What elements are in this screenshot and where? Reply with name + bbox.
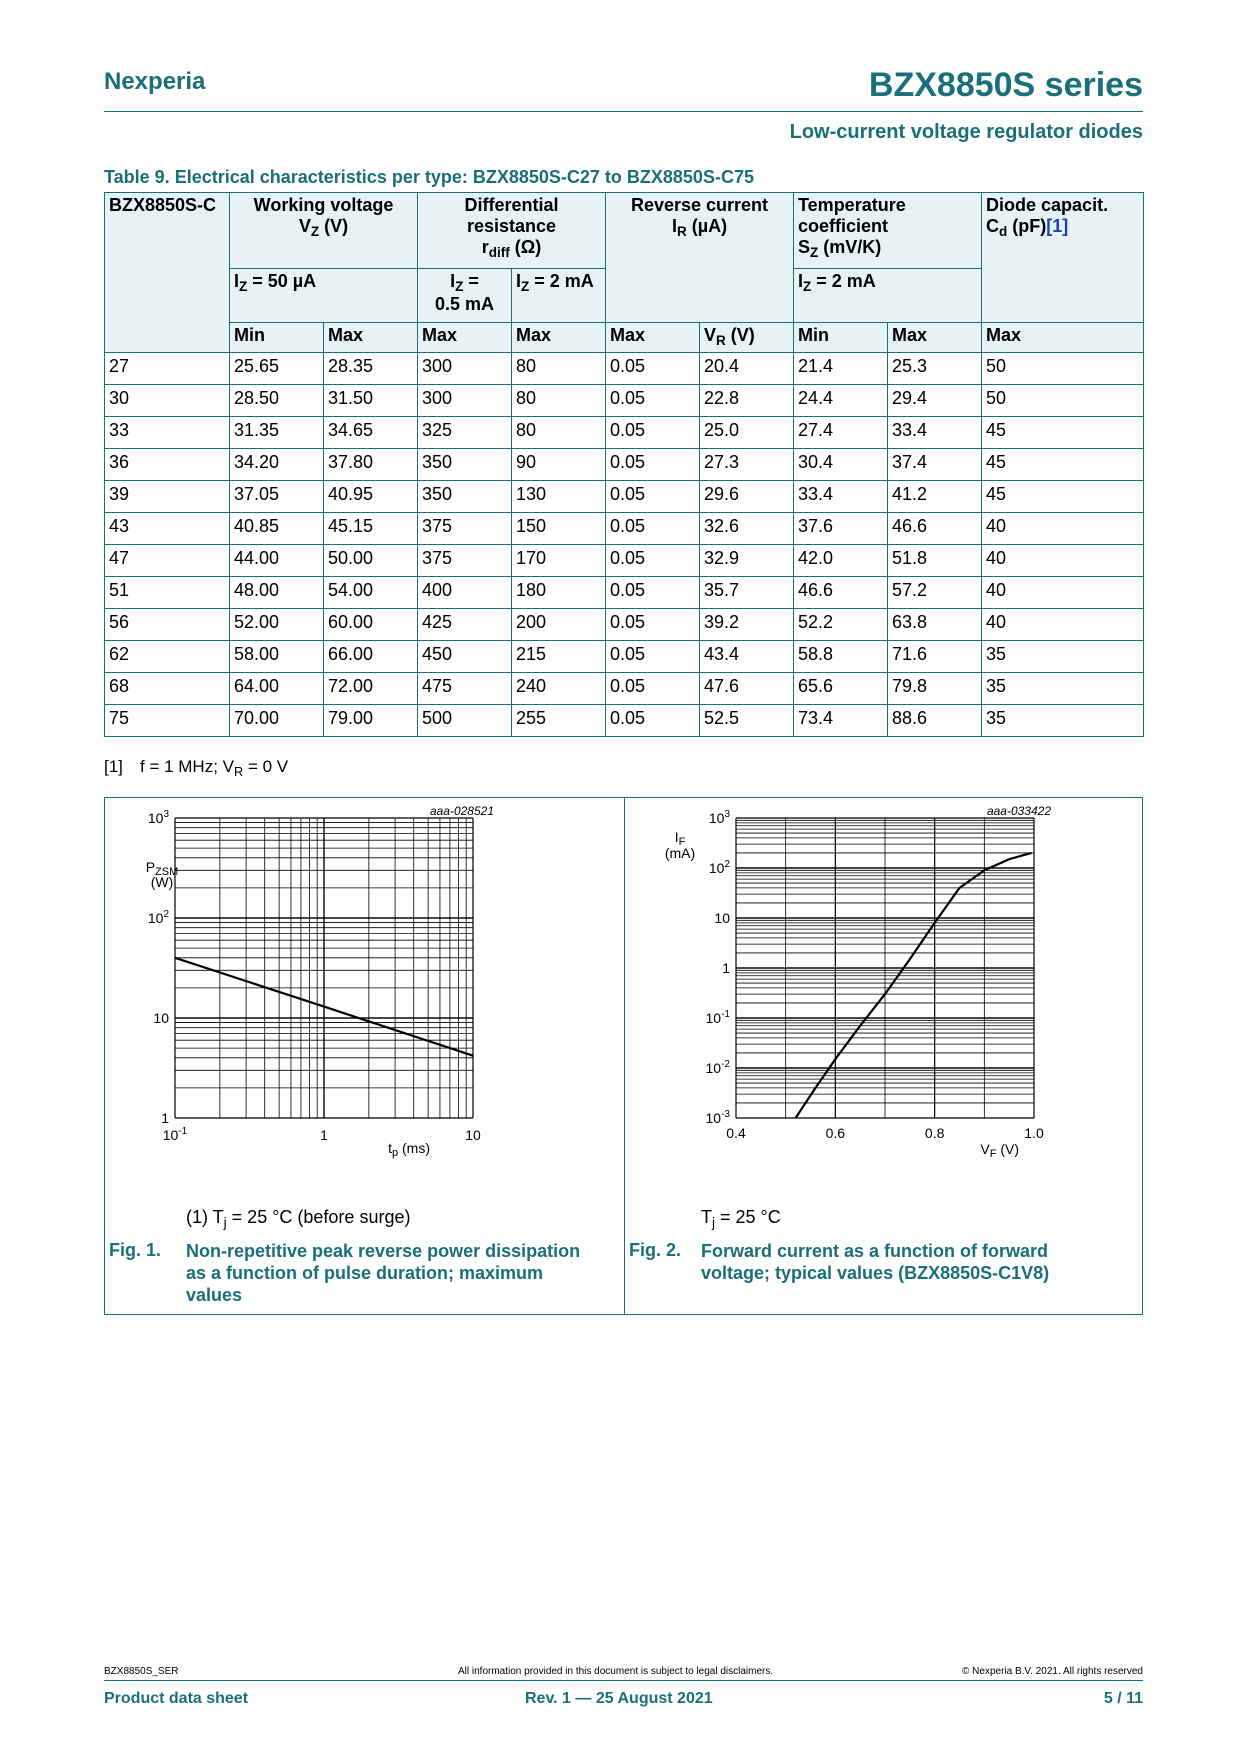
table-cell: 80 xyxy=(512,417,606,449)
fig1-xtick-label-exp: -1 xyxy=(178,1126,188,1137)
table-cell: 375 xyxy=(418,545,512,577)
table-cell: 51.8 xyxy=(888,545,982,577)
fig2-ytick-label xyxy=(706,1109,731,1126)
fig1-grid xyxy=(175,818,473,1118)
table-cell: 42.0 xyxy=(794,545,888,577)
table-cell: 350 xyxy=(418,481,512,513)
table-cell: 29.6 xyxy=(700,481,794,513)
cond-sym: I xyxy=(798,271,804,291)
table-cell: 45 xyxy=(982,417,1144,449)
table-cell: 31.35 xyxy=(230,417,324,449)
fig1-ytick-label xyxy=(148,909,170,926)
fig2-xlabel-sub: F xyxy=(989,1148,997,1160)
fig2-ylabel-sub: F xyxy=(678,836,686,848)
fig1-cond-sub: j xyxy=(223,1215,227,1231)
rc-label: Reverse current xyxy=(630,195,769,215)
fig1-xlabel-sub: p xyxy=(391,1147,399,1159)
rc-sym: I xyxy=(671,216,677,236)
table-cell: 150 xyxy=(512,513,606,545)
table-cell: 0.05 xyxy=(606,385,700,417)
fig2-cond-sub: j xyxy=(712,1215,715,1231)
fig2-number: Fig. 2. xyxy=(629,1240,682,1260)
footnote-key: [1] xyxy=(104,757,123,776)
table-cell: 255 xyxy=(512,705,606,737)
fig1-ytick-label-base: 10 xyxy=(147,810,164,826)
dr-label1: Differential xyxy=(464,195,559,215)
table-cell: 31.50 xyxy=(324,385,418,417)
table-cell: 24.4 xyxy=(794,385,888,417)
header-max: Max xyxy=(418,323,512,353)
footnote-sub: R xyxy=(234,763,244,779)
footnote-text: f = 1 MHz; V xyxy=(140,757,234,776)
table-cell: 20.4 xyxy=(700,353,794,385)
fig1-ylabel-sub: ZSM xyxy=(155,866,179,878)
tc-label2: coefficient xyxy=(798,216,889,236)
fig2-ytick-label-base: 10 xyxy=(705,1110,722,1126)
fig2-ytick-label-base: 10 xyxy=(705,1010,722,1026)
header-temp-coef xyxy=(794,193,982,269)
table-cell: 35 xyxy=(982,705,1144,737)
fig2-grid xyxy=(736,818,1034,1118)
cond-rest: = 2 mA xyxy=(529,271,594,291)
table-cell: 64.00 xyxy=(230,673,324,705)
table-cell: 0.05 xyxy=(606,705,700,737)
fig1-ytick-label-exp: 2 xyxy=(163,909,169,920)
table-cell: 39 xyxy=(105,481,230,513)
table-row xyxy=(105,577,1144,609)
table-cell: 34.65 xyxy=(324,417,418,449)
header-type xyxy=(105,193,230,353)
figures-box xyxy=(104,797,1143,1315)
table-cell: 27 xyxy=(105,353,230,385)
fig2-ytick-label-exp: 3 xyxy=(724,809,730,820)
fig2-series-line xyxy=(796,853,1032,1118)
table-cell: 300 xyxy=(418,353,512,385)
table-cell: 45.15 xyxy=(324,513,418,545)
table-cell: 45 xyxy=(982,481,1144,513)
cond-sub: Z xyxy=(521,279,530,295)
fig1-ytick-label xyxy=(161,1110,169,1126)
table-cell: 37.4 xyxy=(888,449,982,481)
table-cell: 80 xyxy=(512,353,606,385)
table-row xyxy=(105,449,1144,481)
fig2-ytick-label-base: 10 xyxy=(705,1060,722,1076)
dr-label2: resistance xyxy=(466,216,557,236)
fig2-ytick-label xyxy=(706,1009,731,1026)
table-cell: 240 xyxy=(512,673,606,705)
table-cell: 0.05 xyxy=(606,545,700,577)
header-divider xyxy=(104,111,1143,112)
table-cell: 52.2 xyxy=(794,609,888,641)
fig2-xtick-label: 1.0 xyxy=(1024,1125,1044,1141)
table-cell: 36 xyxy=(105,449,230,481)
footer-doc-id: BZX8850S_SER xyxy=(104,1666,179,1677)
fig2-cond-prefix: T xyxy=(701,1207,712,1227)
fig2-ytick-label-exp: -2 xyxy=(721,1059,730,1070)
dr-sym: r xyxy=(481,237,489,257)
fig1-xtick-label-base: 10 xyxy=(465,1127,481,1143)
table-cell: 54.00 xyxy=(324,577,418,609)
fig2-ytick-label xyxy=(714,910,730,926)
fig1-xtick-label xyxy=(163,1126,188,1143)
table-cell: 52.5 xyxy=(700,705,794,737)
table-cell: 29.4 xyxy=(888,385,982,417)
fig2-ylabel-unit: (mA) xyxy=(664,845,696,861)
table-cell: 51 xyxy=(105,577,230,609)
table-cell: 500 xyxy=(418,705,512,737)
fig1-xlabel xyxy=(388,1140,430,1159)
table-cell: 37.05 xyxy=(230,481,324,513)
header-diff-resistance xyxy=(418,193,606,269)
fig1-xtick-label-base: 1 xyxy=(320,1127,328,1143)
table-row xyxy=(105,705,1144,737)
fig1-xlabel-main: t xyxy=(388,1140,392,1156)
table-cell: 40 xyxy=(982,545,1144,577)
table-cell: 32.9 xyxy=(700,545,794,577)
cond-diff-res-2 xyxy=(512,269,606,323)
fig1-ticks xyxy=(145,809,481,1143)
fig2-chart xyxy=(625,798,1144,1218)
table-cell: 28.50 xyxy=(230,385,324,417)
fig2-ylabel-main: I xyxy=(674,829,679,845)
footer-doc-type: Product data sheet xyxy=(104,1690,249,1707)
document-title: BZX8850S series xyxy=(868,66,1143,104)
fig1-ytick-label xyxy=(148,809,170,826)
wv-sym-sub: Z xyxy=(310,224,320,240)
table-cell: 0.05 xyxy=(606,353,700,385)
header-diode-cap xyxy=(982,193,1144,323)
table-caption: Table 9. Electrical characteristics per type: BZX8850S-C27 to BZX8850S-C75 xyxy=(104,167,754,187)
table-cell: 66.00 xyxy=(324,641,418,673)
fig2-ytick-label-base: 10 xyxy=(708,810,725,826)
table-cell: 80 xyxy=(512,385,606,417)
table-cell: 90 xyxy=(512,449,606,481)
table-cell: 0.05 xyxy=(606,609,700,641)
table-cell: 71.6 xyxy=(888,641,982,673)
tc-unit: (mV/K) xyxy=(818,237,882,257)
table-row xyxy=(105,353,1144,385)
table-cell: 46.6 xyxy=(794,577,888,609)
rc-unit: (µA) xyxy=(686,216,728,236)
table-cell: 200 xyxy=(512,609,606,641)
table-cell: 68 xyxy=(105,673,230,705)
table-cell: 40.95 xyxy=(324,481,418,513)
table-cell: 375 xyxy=(418,513,512,545)
table-cell: 73.4 xyxy=(794,705,888,737)
table-row xyxy=(105,385,1144,417)
dc-unit: (pF) xyxy=(1007,216,1047,236)
footer-copyright: © Nexperia B.V. 2021. All rights reserved xyxy=(962,1666,1143,1677)
dr-sym-sub: diff xyxy=(488,245,510,261)
fig2-xtick-label: 0.8 xyxy=(924,1125,945,1141)
table-cell: 27.3 xyxy=(700,449,794,481)
table-cell: 37.6 xyxy=(794,513,888,545)
header-max: Max xyxy=(982,323,1144,353)
table-cell: 72.00 xyxy=(324,673,418,705)
fig2-xlabel-main: V xyxy=(980,1141,990,1157)
cond-temp-coef xyxy=(794,269,982,323)
footnote-ref-link[interactable]: [1] xyxy=(1046,216,1069,236)
fig1-cond-rest: = 25 °C (before surge) xyxy=(226,1207,411,1227)
table-cell: 300 xyxy=(418,385,512,417)
table-cell: 30.4 xyxy=(794,449,888,481)
table-row xyxy=(105,513,1144,545)
fig1-ytick-label-exp: 3 xyxy=(163,809,169,820)
table-cell: 43 xyxy=(105,513,230,545)
table-cell: 425 xyxy=(418,609,512,641)
header-reverse-current xyxy=(606,193,794,323)
table-cell: 33.4 xyxy=(888,417,982,449)
table-cell: 37.80 xyxy=(324,449,418,481)
cond-sym: I xyxy=(516,271,522,291)
fig2-ytick-label-base: 10 xyxy=(708,860,725,876)
table-cell: 56 xyxy=(105,609,230,641)
fig1-ytick-label-base: 10 xyxy=(147,910,164,926)
header-min: Min xyxy=(230,323,324,353)
fig2-title: Forward current as a function of forward voltage; typical values (BZX8850S-C1V8) xyxy=(701,1241,1050,1283)
fig1-condition xyxy=(186,1207,410,1230)
dr-unit: (Ω) xyxy=(509,237,542,257)
table-body xyxy=(105,353,1144,737)
table-cell: 475 xyxy=(418,673,512,705)
fig2-ytick-label-base: 1 xyxy=(722,960,730,976)
header-working-voltage xyxy=(230,193,418,269)
fig1-xtick-label xyxy=(465,1127,481,1143)
fig2-ytick-label xyxy=(722,960,730,976)
fig2-xlabel-unit: (V) xyxy=(996,1141,1019,1157)
vr-sub: R xyxy=(716,333,726,349)
table-row xyxy=(105,481,1144,513)
header-max: Max xyxy=(888,323,982,353)
table-row xyxy=(105,673,1144,705)
fig1-xtick-label xyxy=(320,1127,328,1143)
table-cell: 65.6 xyxy=(794,673,888,705)
fig1-ytick-label xyxy=(153,1010,169,1026)
wv-unit: (V) xyxy=(319,216,349,236)
table-cell: 170 xyxy=(512,545,606,577)
cond-sub: Z xyxy=(803,279,812,295)
table-row xyxy=(105,641,1144,673)
table-cell: 50 xyxy=(982,385,1144,417)
footer-disclaimer: All information provided in this document is subject to legal disclaimers. xyxy=(458,1666,774,1677)
footer-revision: Rev. 1 — 25 August 2021 xyxy=(525,1690,713,1707)
table-cell: 40.85 xyxy=(230,513,324,545)
table-cell: 52.00 xyxy=(230,609,324,641)
cond-sym: I xyxy=(450,271,456,291)
table-cell: 35 xyxy=(982,673,1144,705)
fig1-ylabel-main: P xyxy=(145,859,156,875)
fig1-ytick-label-base: 10 xyxy=(153,1010,169,1026)
table-cell: 0.05 xyxy=(606,417,700,449)
cond-working-voltage xyxy=(230,269,418,323)
table-cell: 450 xyxy=(418,641,512,673)
table-cell: 79.00 xyxy=(324,705,418,737)
table-cell: 0.05 xyxy=(606,673,700,705)
table-cell: 35.7 xyxy=(700,577,794,609)
fig1-ytick-label-base: 1 xyxy=(161,1110,169,1126)
footer-page-number: 5 / 11 xyxy=(1103,1690,1143,1707)
footnote-rest: = 0 V xyxy=(243,757,289,776)
table-cell: 70.00 xyxy=(230,705,324,737)
table-cell: 50 xyxy=(982,353,1144,385)
footer-divider xyxy=(104,1680,1143,1681)
tc-sym-sub: Z xyxy=(810,245,819,261)
table-cell: 62 xyxy=(105,641,230,673)
table-cell: 50.00 xyxy=(324,545,418,577)
cond-sub: Z xyxy=(455,279,464,295)
table-cell: 0.05 xyxy=(606,513,700,545)
vr-rest: (V) xyxy=(725,325,755,345)
table-cell: 0.05 xyxy=(606,481,700,513)
fig1-xtick-label-base: 10 xyxy=(162,1127,179,1143)
table-cell: 215 xyxy=(512,641,606,673)
table-cell: 25.65 xyxy=(230,353,324,385)
table-cell: 350 xyxy=(418,449,512,481)
header-max: Max xyxy=(324,323,418,353)
table-footnote xyxy=(104,757,288,779)
cond-diff-res-1 xyxy=(418,269,512,323)
table-cell: 40 xyxy=(982,577,1144,609)
fig2-condition xyxy=(701,1207,781,1230)
table-cell: 34.20 xyxy=(230,449,324,481)
vr-sym: V xyxy=(704,325,717,345)
table-cell: 130 xyxy=(512,481,606,513)
fig2-ytick-label-exp: 2 xyxy=(724,859,730,870)
table-cell: 27.4 xyxy=(794,417,888,449)
fig2-xtick-label: 0.4 xyxy=(726,1125,746,1141)
table-cell: 44.00 xyxy=(230,545,324,577)
fig2-xtick-label: 0.6 xyxy=(825,1125,846,1141)
document-subtitle: Low-current voltage regulator diodes xyxy=(789,121,1143,143)
table-cell: 43.4 xyxy=(700,641,794,673)
table-cell: 47 xyxy=(105,545,230,577)
dc-sym-sub: d xyxy=(999,224,1008,240)
fig2-ytick-label xyxy=(709,859,731,876)
table-cell: 47.6 xyxy=(700,673,794,705)
fig1-xlabel-unit: (ms) xyxy=(398,1140,430,1156)
table-cell: 25.3 xyxy=(888,353,982,385)
table-cell: 57.2 xyxy=(888,577,982,609)
fig1-chart xyxy=(105,798,624,1218)
table-cell: 63.8 xyxy=(888,609,982,641)
cond-sym: I xyxy=(234,271,240,291)
dc-sym: C xyxy=(986,216,1000,236)
table-cell: 25.0 xyxy=(700,417,794,449)
header-type-label: BZX8850S-C xyxy=(109,195,217,215)
fig1-ylabel-unit: (W) xyxy=(150,874,174,890)
table-cell: 400 xyxy=(418,577,512,609)
fig2-cond-rest: = 25 °C xyxy=(715,1207,781,1227)
table-cell: 32.6 xyxy=(700,513,794,545)
fig2-ytick-label xyxy=(709,809,731,826)
table-row xyxy=(105,609,1144,641)
table-cell: 30 xyxy=(105,385,230,417)
table-cell: 41.2 xyxy=(888,481,982,513)
table-cell: 22.8 xyxy=(700,385,794,417)
wv-sym: V xyxy=(298,216,311,236)
cond-rest: = 2 mA xyxy=(811,271,876,291)
table-cell: 0.05 xyxy=(606,577,700,609)
fig2-ticks xyxy=(706,809,1044,1141)
table-cell: 88.6 xyxy=(888,705,982,737)
table-cell: 33 xyxy=(105,417,230,449)
brand-name: Nexperia xyxy=(104,68,206,95)
rc-sym-sub: R xyxy=(676,224,687,240)
header-min: Min xyxy=(794,323,888,353)
table-cell: 35 xyxy=(982,641,1144,673)
tc-sym: S xyxy=(798,237,811,257)
fig1-cond-prefix: (1) T xyxy=(186,1207,224,1227)
cond-rest: = xyxy=(463,271,479,291)
table-cell: 58.8 xyxy=(794,641,888,673)
fig2-ytick-label-exp: -3 xyxy=(721,1109,730,1120)
table-cell: 58.00 xyxy=(230,641,324,673)
tc-label1: Temperature xyxy=(798,195,906,215)
table-cell: 0.05 xyxy=(606,641,700,673)
fig2-ytick-label xyxy=(706,1059,731,1076)
header-max: Max xyxy=(512,323,606,353)
fig2-ytick-label-base: 10 xyxy=(714,910,730,926)
cond-line2: 0.5 mA xyxy=(434,294,495,315)
table-cell: 180 xyxy=(512,577,606,609)
table-row xyxy=(105,417,1144,449)
table-cell: 39.2 xyxy=(700,609,794,641)
table-cell: 325 xyxy=(418,417,512,449)
characteristics-table xyxy=(104,192,1144,737)
table-cell: 40 xyxy=(982,513,1144,545)
fig2-ytick-label-exp: -1 xyxy=(721,1009,730,1020)
table-cell: 21.4 xyxy=(794,353,888,385)
table-cell: 46.6 xyxy=(888,513,982,545)
dc-label: Diode capacit. xyxy=(986,195,1109,215)
table-cell: 60.00 xyxy=(324,609,418,641)
characteristics-table-wrap xyxy=(104,192,1143,737)
cond-sub: Z xyxy=(239,279,248,295)
table-cell: 75 xyxy=(105,705,230,737)
fig1-title: Non-repetitive peak reverse power dissipation as a function of pulse duration; maximum values xyxy=(186,1241,581,1305)
table-row xyxy=(105,545,1144,577)
fig1-number: Fig. 1. xyxy=(109,1240,162,1260)
table-cell: 33.4 xyxy=(794,481,888,513)
table-cell: 28.35 xyxy=(324,353,418,385)
fig1-code: aaa-028521 xyxy=(429,804,494,818)
table-cell: 40 xyxy=(982,609,1144,641)
header-max: Max xyxy=(606,323,700,353)
table-cell: 45 xyxy=(982,449,1144,481)
cond-rest: = 50 µA xyxy=(247,271,317,291)
header-vr xyxy=(700,323,794,353)
fig2-xlabel xyxy=(980,1141,1019,1160)
table-cell: 79.8 xyxy=(888,673,982,705)
table-cell: 48.00 xyxy=(230,577,324,609)
table-cell: 0.05 xyxy=(606,449,700,481)
fig2-code: aaa-033422 xyxy=(986,804,1051,818)
wv-label: Working voltage xyxy=(253,195,394,215)
